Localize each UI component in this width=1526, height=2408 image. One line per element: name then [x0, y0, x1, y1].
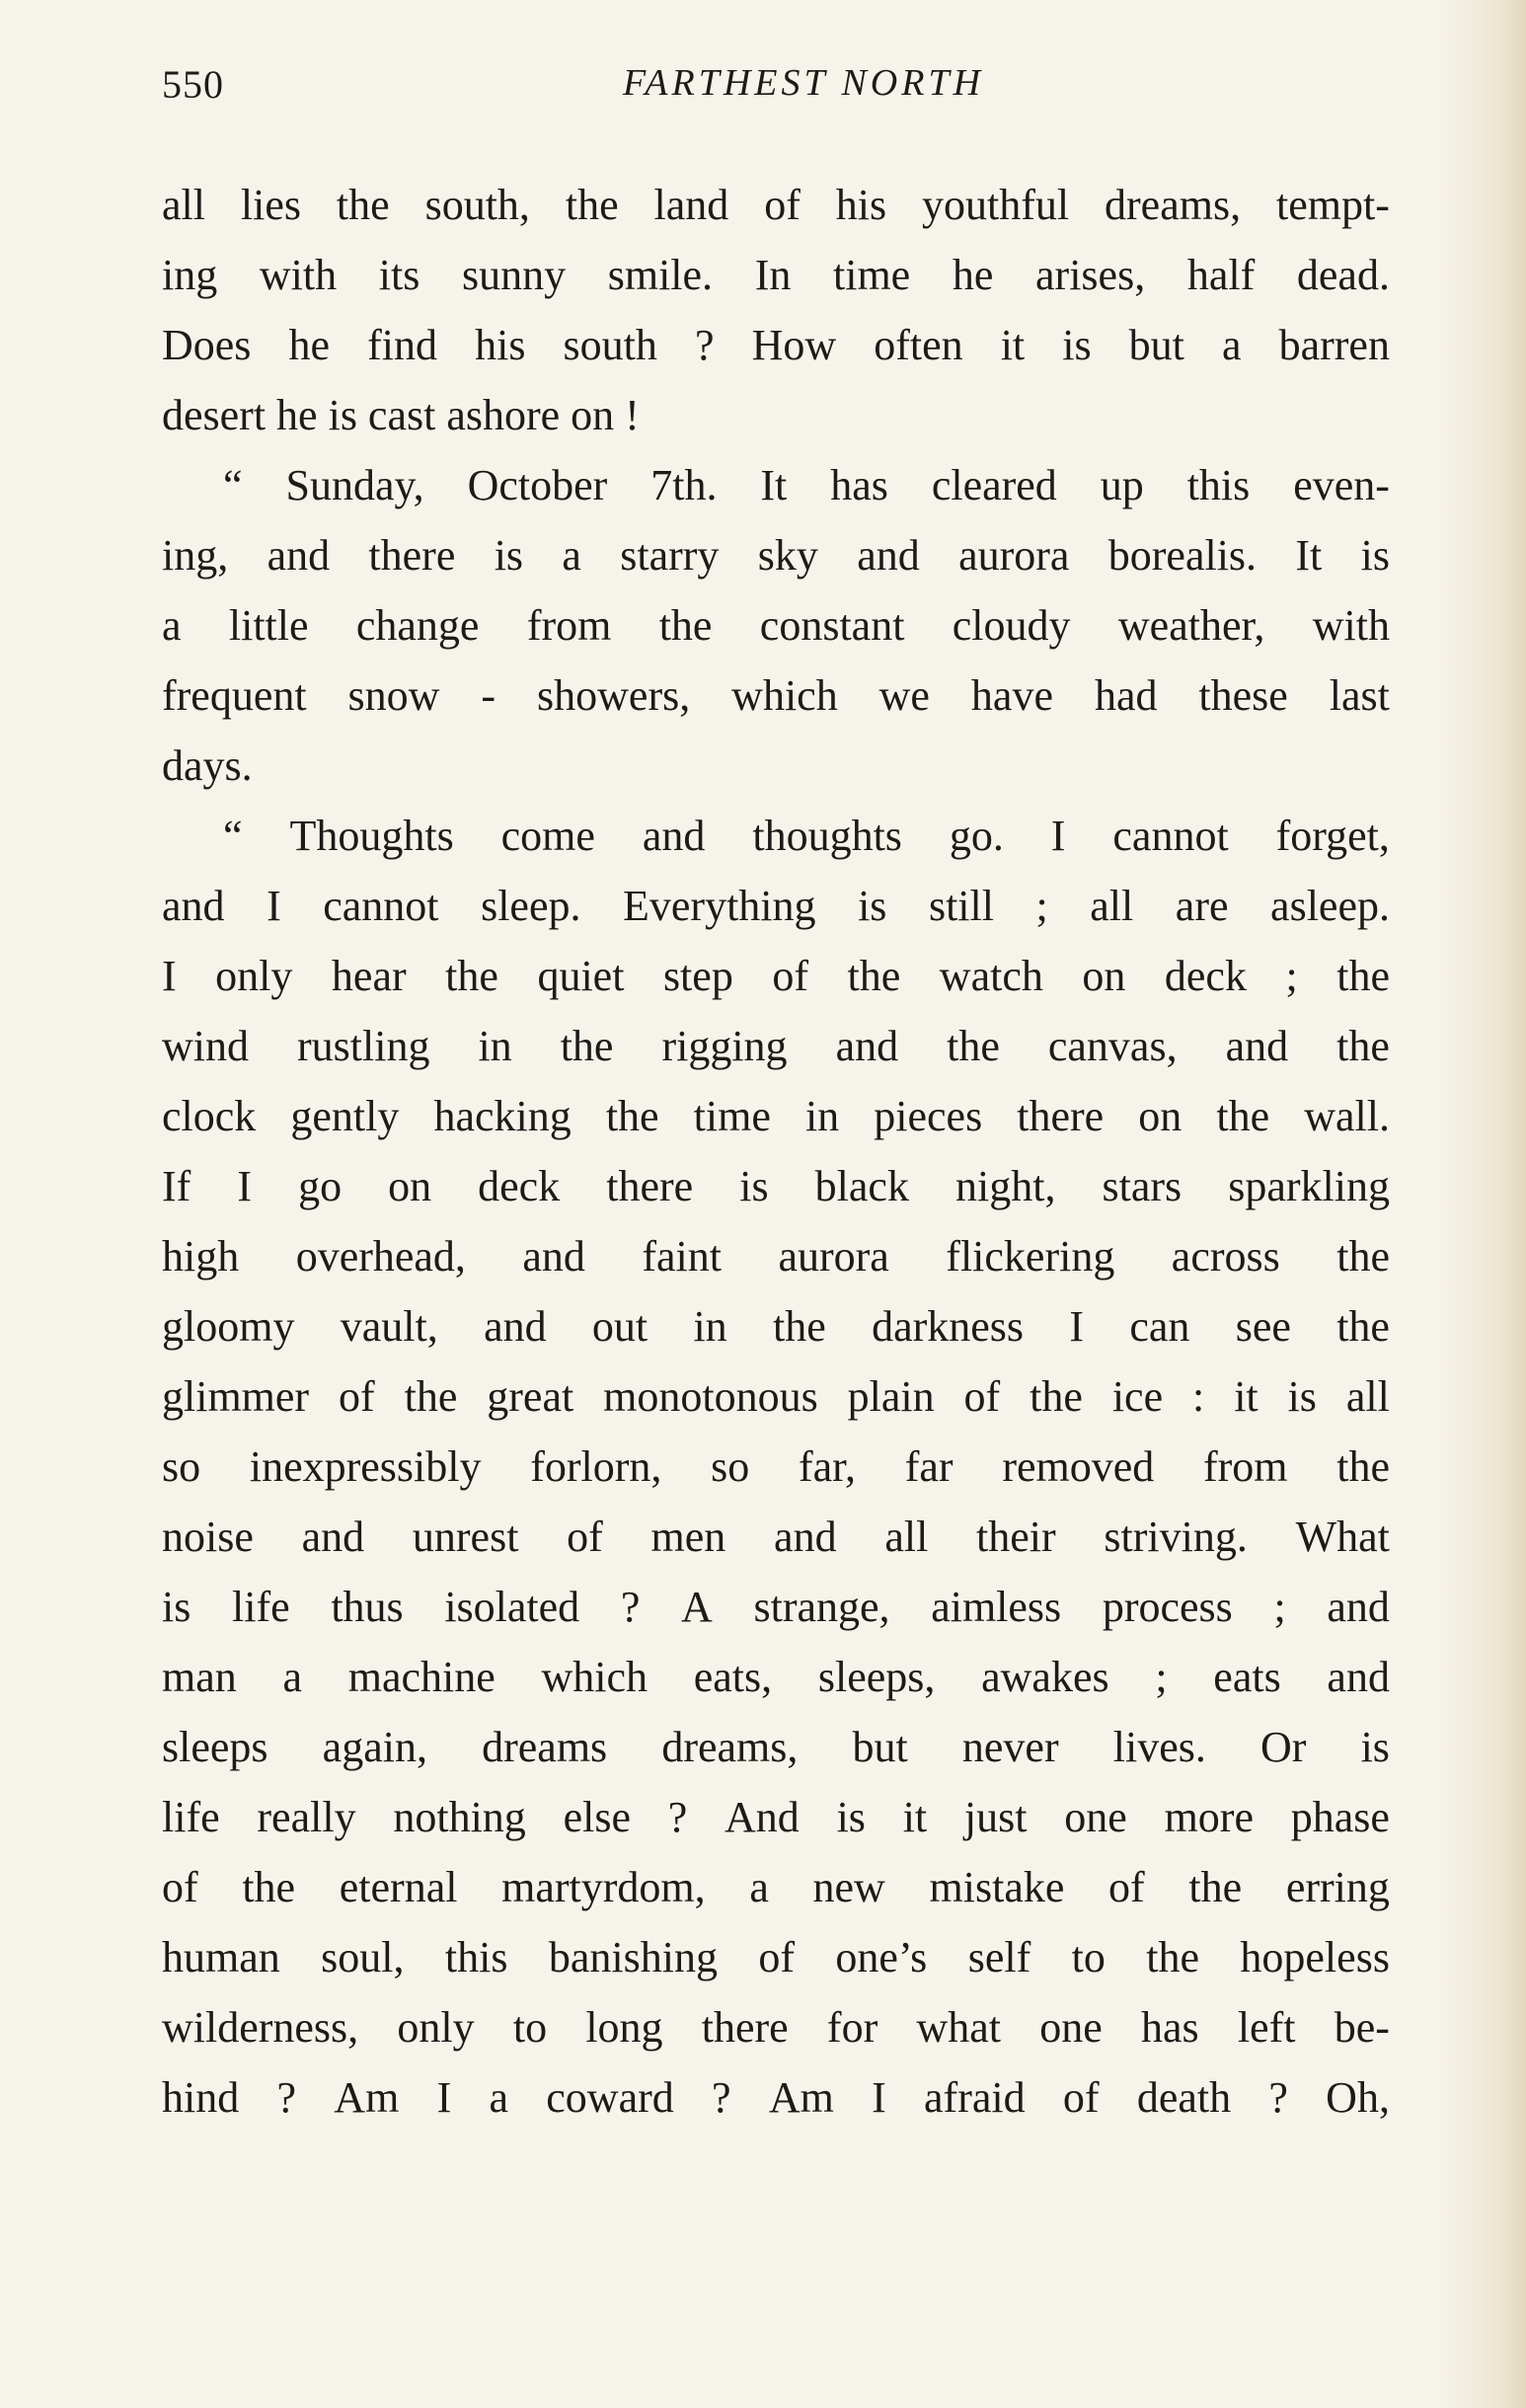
page-number: 550	[162, 62, 224, 107]
text-line: wind rustling in the rigging and the canvas, and the	[162, 1022, 1390, 1070]
text-line: clock gently hacking the time in pieces there on the wall.	[162, 1092, 1390, 1140]
text-line: high overhead, and faint aurora flickering across the	[162, 1232, 1390, 1281]
text-line: “ Thoughts come and thoughts go. I cannot forget,	[223, 812, 1390, 860]
text-line: days.	[162, 741, 253, 790]
text-line: desert he is cast ashore on !	[162, 391, 640, 439]
text-line: life really nothing else ? And is it just one more phase	[162, 1793, 1390, 1841]
text-line: noise and unrest of men and all their striving. What	[162, 1513, 1390, 1561]
text-line: of the eternal martyrdom, a new mistake of the erring	[162, 1863, 1390, 1911]
text-line: Does he find his south ? How often it is but a barren	[162, 321, 1390, 369]
page-edge-shadow	[1437, 0, 1526, 2408]
text-line: glimmer of the great monotonous plain of the ice : it is all	[162, 1372, 1390, 1421]
text-line: wilderness, only to long there for what one has left be-	[162, 2003, 1390, 2052]
text-line: ing with its sunny smile. In time he arises, half dead.	[162, 251, 1390, 299]
text-line: If I go on deck there is black night, stars sparkling	[162, 1162, 1390, 1210]
text-line: all lies the south, the land of his youthful dreams, tempt-	[162, 181, 1390, 229]
text-line: sleeps again, dreams dreams, but never lives. Or is	[162, 1723, 1390, 1771]
text-line: ing, and there is a starry sky and aurora borealis. It is	[162, 531, 1390, 580]
body-text	[162, 170, 1390, 2133]
text-line: gloomy vault, and out in the darkness I can see the	[162, 1302, 1390, 1351]
text-line: human soul, this banishing of one’s self to the hopeless	[162, 1933, 1390, 1981]
text-line: I only hear the quiet step of the watch on deck ; the	[162, 952, 1390, 1000]
text-line: hind ? Am I a coward ? Am I afraid of death ? Oh,	[162, 2073, 1390, 2122]
text-line: is life thus isolated ? A strange, aimless process ; and	[162, 1583, 1390, 1631]
page-header	[162, 61, 1396, 120]
text-line: frequent snow - showers, which we have had these last	[162, 671, 1390, 720]
text-line: so inexpressibly forlorn, so far, far removed from the	[162, 1442, 1390, 1491]
text-line: a little change from the constant cloudy weather, with	[162, 601, 1390, 650]
text-line: man a machine which eats, sleeps, awakes ; eats and	[162, 1653, 1390, 1701]
running-head: FARTHEST NORTH	[622, 62, 985, 104]
text-line: and I cannot sleep. Everything is still ; all are asleep.	[162, 882, 1390, 930]
text-line: “ Sunday, October 7th. It has cleared up this even-	[223, 461, 1390, 509]
